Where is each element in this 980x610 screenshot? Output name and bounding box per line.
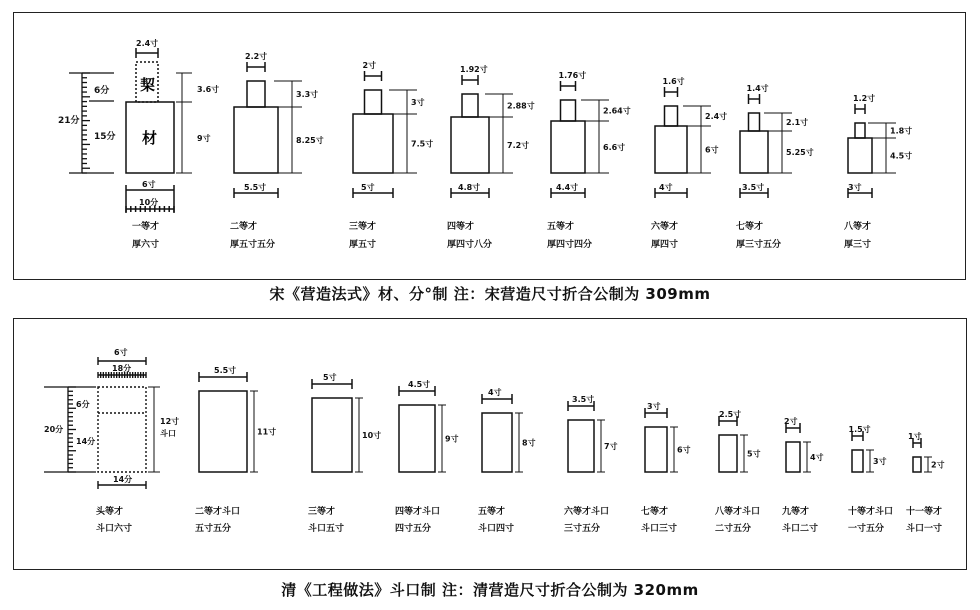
qing-grade-3-name: 三等才 bbox=[308, 507, 336, 517]
qing-grade-8-name: 八等才斗口 bbox=[715, 507, 761, 517]
song-cai-char: 材 bbox=[142, 129, 158, 147]
qing-grade-8 bbox=[715, 409, 761, 534]
song-qi-char: 栔 bbox=[140, 76, 156, 94]
qing-grade-8-thickness: 二寸五分 bbox=[715, 524, 752, 534]
song-grade-2-upper: 3.3寸 bbox=[296, 90, 319, 99]
qing-grade-6-width: 3.5寸 bbox=[572, 395, 595, 404]
qing-scale-total: 20分 bbox=[44, 425, 64, 434]
song-grade-4-lower: 7.2寸 bbox=[507, 141, 530, 150]
song-grade-4-width: 4.8寸 bbox=[458, 183, 481, 192]
song-grade-8 bbox=[844, 93, 912, 250]
qing-grade-1 bbox=[98, 357, 160, 489]
song-grade-5-thickness: 厚四寸四分 bbox=[547, 240, 593, 250]
song-grade-3-name: 三等才 bbox=[349, 222, 377, 232]
song-grade-7-width: 3.5寸 bbox=[742, 183, 765, 192]
song-grade-6-thickness: 厚四寸 bbox=[651, 240, 679, 250]
song-grade-7-thickness: 厚三寸五分 bbox=[736, 240, 782, 250]
qing-grade-10-name: 十等才斗口 bbox=[848, 507, 894, 517]
qing-grade-7-width: 3寸 bbox=[647, 402, 661, 411]
song-diagram bbox=[14, 13, 965, 279]
song-grade-3-width: 5寸 bbox=[361, 183, 375, 192]
qing-grade-4-width: 4.5寸 bbox=[408, 380, 431, 389]
qing-grade-11-thickness: 斗口一寸 bbox=[906, 524, 943, 534]
song-grade-5-top: 1.76寸 bbox=[558, 71, 587, 80]
song-grade-8-top: 1.2寸 bbox=[853, 94, 876, 103]
song-first-grade: 一等才 bbox=[132, 222, 160, 232]
qing-first-top2: 18分 bbox=[112, 364, 132, 373]
song-first-thickness: 厚六寸 bbox=[132, 240, 160, 250]
song-grade-6-top: 1.6寸 bbox=[662, 77, 685, 86]
qing-grade-2 bbox=[195, 365, 276, 534]
song-grade-5-upper: 2.64寸 bbox=[603, 106, 631, 116]
qing-grade-9-width: 2寸 bbox=[784, 417, 798, 426]
qing-grade-7-name: 七等才 bbox=[641, 507, 669, 517]
song-grade-6-lower: 6寸 bbox=[705, 145, 719, 155]
qing-first-top1: 6寸 bbox=[114, 348, 128, 357]
qing-grade-3-height: 10寸 bbox=[362, 431, 382, 440]
qing-grade-6-thickness: 三寸五分 bbox=[564, 524, 601, 534]
qing-grade-4-height: 9寸 bbox=[445, 434, 459, 444]
qing-grade-2-height: 11寸 bbox=[257, 427, 277, 437]
qing-grade-9-name: 九等才 bbox=[782, 507, 810, 517]
song-grade-4-thickness: 厚四寸八分 bbox=[447, 240, 493, 250]
qing-grade-11-width: 1寸 bbox=[908, 432, 922, 441]
song-grade-7-top: 1.4寸 bbox=[746, 84, 769, 93]
song-grade-4-upper: 2.88寸 bbox=[507, 101, 535, 111]
song-grade-7-name: 七等才 bbox=[736, 222, 764, 232]
song-grade-5-name: 五等才 bbox=[547, 222, 575, 232]
song-grade-2-lower: 8.25寸 bbox=[296, 136, 324, 145]
qing-grade-3-thickness: 斗口五寸 bbox=[308, 524, 345, 534]
qing-grade-10-thickness: 一寸五分 bbox=[848, 524, 885, 534]
qing-grade-6 bbox=[564, 394, 618, 534]
qing-grade-2-thickness: 五寸五分 bbox=[195, 524, 232, 534]
song-grade-8-lower: 4.5寸 bbox=[890, 151, 913, 161]
qing-grade-5-name: 五等才 bbox=[478, 507, 506, 517]
song-grade-8-width: 3寸 bbox=[848, 183, 862, 192]
song-scale-total: 21分 bbox=[58, 116, 80, 126]
song-grade-3 bbox=[349, 60, 433, 250]
qing-grade-7 bbox=[641, 401, 691, 534]
song-first-cai-height: 9寸 bbox=[197, 134, 211, 143]
song-caption: 宋《营造法式》材、分°制 注：宋营造尺寸折合公制为 309mm bbox=[269, 285, 711, 303]
song-grade-2-name: 二等才 bbox=[230, 222, 258, 232]
qing-grade-5-thickness: 斗口四寸 bbox=[478, 524, 515, 534]
song-grade-3-thickness: 厚五寸 bbox=[349, 240, 377, 250]
qing-grade-5-height: 8寸 bbox=[522, 438, 536, 448]
song-first-top-width: 2.4寸 bbox=[136, 39, 159, 48]
song-grade-8-name: 八等才 bbox=[844, 222, 872, 232]
song-grade-2 bbox=[230, 51, 324, 250]
qing-grade-4-thickness: 四寸五分 bbox=[395, 524, 432, 534]
qing-grade-8-height: 5寸 bbox=[747, 449, 761, 459]
qing-grade-10 bbox=[848, 424, 893, 534]
song-grade-7 bbox=[736, 83, 814, 250]
qing-grade-3-width: 5寸 bbox=[323, 373, 337, 382]
song-grade-2-width: 5.5寸 bbox=[244, 183, 267, 192]
song-grade-2-top: 2.2寸 bbox=[245, 52, 268, 61]
song-grade-6-upper: 2.4寸 bbox=[705, 112, 728, 121]
song-grade-4-top: 1.92寸 bbox=[460, 65, 488, 74]
qing-first-height-note: 斗口 bbox=[160, 429, 176, 438]
song-grade-1 bbox=[126, 48, 192, 213]
qing-first-bottom: 14分 bbox=[113, 475, 133, 484]
qing-grade-3 bbox=[308, 372, 381, 534]
song-first-width-fen: 10分 bbox=[139, 198, 159, 207]
song-grade-8-upper: 1.8寸 bbox=[890, 126, 913, 136]
song-grade-4 bbox=[447, 64, 535, 250]
qing-grade-9-height: 4寸 bbox=[810, 453, 824, 462]
song-grade-2-thickness: 厚五寸五分 bbox=[230, 240, 276, 250]
song-first-width: 6寸 bbox=[142, 180, 156, 189]
qing-diagram bbox=[14, 319, 966, 569]
qing-grade-2-name: 二等才斗口 bbox=[195, 507, 241, 517]
song-grade-3-top: 2寸 bbox=[362, 61, 377, 70]
song-grade-5 bbox=[547, 70, 631, 250]
song-grade-3-lower: 7.5寸 bbox=[411, 139, 434, 149]
qing-grade-9 bbox=[782, 416, 824, 534]
qing-scale-lower: 14分 bbox=[76, 437, 96, 446]
qing-grade-7-height: 6寸 bbox=[677, 445, 691, 455]
song-grade-6-width: 4寸 bbox=[659, 183, 673, 192]
qing-grade-11 bbox=[906, 431, 945, 534]
song-grade-5-width: 4.4寸 bbox=[556, 183, 579, 192]
song-grade-7-upper: 2.1寸 bbox=[786, 118, 809, 127]
qing-grade-7-thickness: 斗口三寸 bbox=[641, 524, 678, 534]
qing-grade-6-name: 六等才斗口 bbox=[564, 507, 610, 517]
song-grade-7-lower: 5.25寸 bbox=[786, 148, 814, 157]
song-grade-5-lower: 6.6寸 bbox=[603, 143, 626, 152]
song-grade-6 bbox=[651, 76, 727, 250]
qing-first-thickness: 斗口六寸 bbox=[96, 524, 133, 534]
qing-first-height: 12寸 bbox=[160, 417, 180, 426]
song-grade-6-name: 六等才 bbox=[651, 222, 679, 232]
qing-caption: 清《工程做法》斗口制 注：清营造尺寸折合公制为 320mm bbox=[281, 581, 699, 599]
song-grade-8-thickness: 厚三寸 bbox=[844, 240, 872, 250]
qing-grade-4 bbox=[395, 379, 459, 534]
song-scale-upper: 6分 bbox=[94, 86, 110, 96]
qing-grade-6-height: 7寸 bbox=[604, 442, 618, 451]
qing-grade-10-width: 1.5寸 bbox=[848, 425, 871, 434]
qing-grade-5-width: 4寸 bbox=[488, 388, 502, 397]
qing-grade-11-name: 十一等才 bbox=[906, 507, 943, 517]
qing-grade-10-height: 3寸 bbox=[873, 457, 887, 466]
song-grade-3-upper: 3寸 bbox=[411, 98, 425, 107]
qing-first-grade: 头等才 bbox=[96, 507, 124, 517]
qing-grade-8-width: 2.5寸 bbox=[719, 410, 742, 419]
song-grade-4-name: 四等才 bbox=[447, 222, 475, 232]
qing-diagram-panel bbox=[13, 318, 967, 570]
qing-grade-9-thickness: 斗口二寸 bbox=[782, 524, 819, 534]
song-scale-lower: 15分 bbox=[94, 132, 116, 142]
song-diagram-panel bbox=[13, 12, 966, 280]
qing-grade-5 bbox=[478, 387, 536, 534]
song-first-qi-height: 3.6寸 bbox=[197, 85, 220, 94]
qing-grade-2-width: 5.5寸 bbox=[214, 366, 237, 375]
qing-grade-4-name: 四等才斗口 bbox=[395, 507, 441, 517]
qing-grade-11-height: 2寸 bbox=[931, 460, 945, 470]
qing-scale-upper: 6分 bbox=[76, 400, 90, 409]
